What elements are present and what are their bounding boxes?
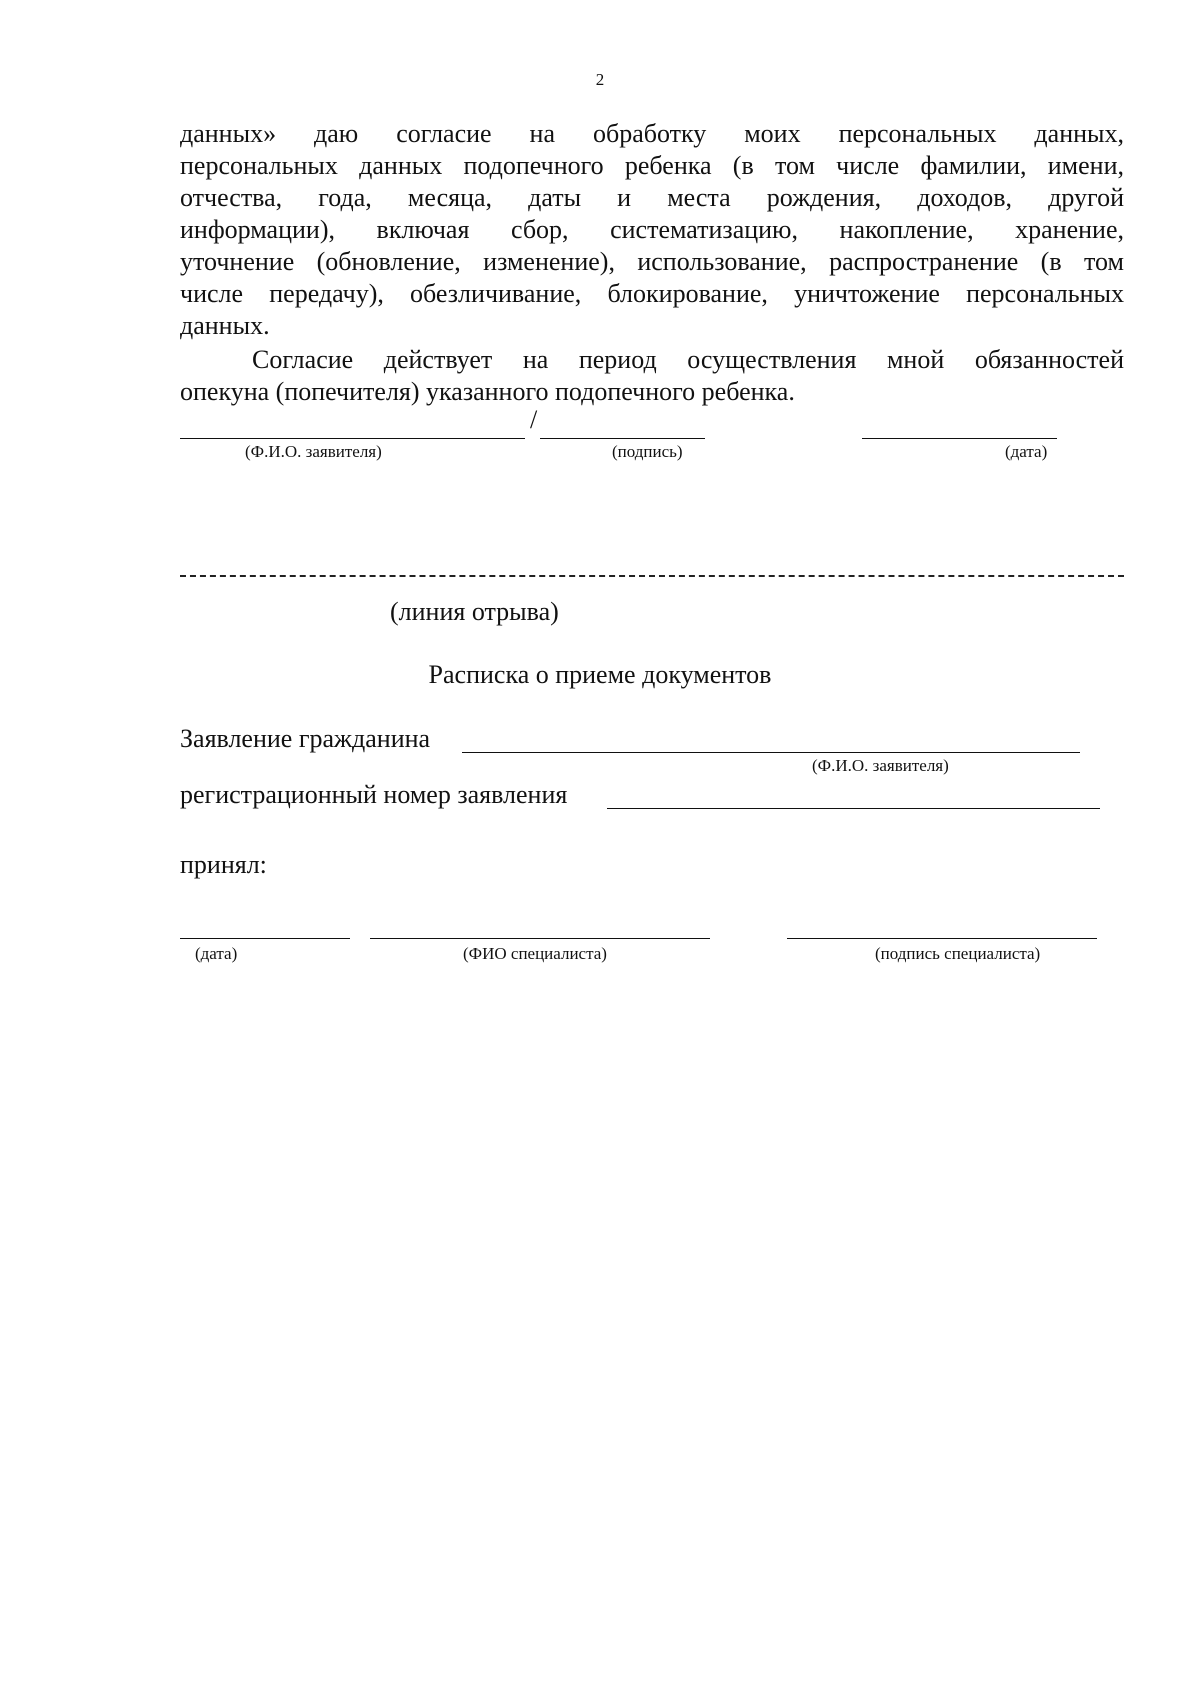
caption-signature: (подпись)	[612, 442, 683, 461]
signature-slash: /	[530, 405, 538, 434]
receipt-title: Расписка о приеме документов	[428, 660, 772, 689]
consent-line: персональных данных подопечного ребенка (в том числе фамилии, имени,	[180, 151, 1124, 180]
caption-applicant-name: (Ф.И.О. заявителя)	[245, 442, 382, 461]
tear-line	[180, 575, 1124, 577]
applicant-signature-line	[540, 438, 705, 439]
consent-date-line	[862, 438, 1057, 439]
caption-specialist-signature: (подпись специалиста)	[875, 944, 1041, 963]
specialist-signature-line[interactable]	[787, 938, 1097, 939]
applicant-name-line	[180, 438, 525, 439]
caption-date: (дата)	[1005, 442, 1048, 461]
reg-number-label: регистрационный номер заявления	[180, 780, 568, 809]
accepted-label: принял:	[180, 850, 267, 879]
consent-line: данных.	[180, 311, 270, 340]
consent-line: уточнение (обновление, изменение), использование, распространение (в том	[180, 247, 1124, 276]
page-number: 2	[595, 70, 605, 89]
consent-line: отчества, года, месяца, даты и места рождения, доходов, другой	[180, 183, 1124, 212]
tear-line-label: (линия отрыва)	[390, 597, 559, 626]
reg-number-field-line[interactable]	[607, 808, 1100, 809]
receipt-date-line[interactable]	[180, 938, 350, 939]
specialist-name-line[interactable]	[370, 938, 710, 939]
consent-line: данных» даю согласие на обработку моих персональных данных,	[180, 119, 1124, 148]
applicant-label: Заявление гражданина	[180, 724, 431, 753]
validity-line-1: Согласие действует на период осуществления мной обязанностей	[252, 345, 1124, 374]
consent-line: числе передачу), обезличивание, блокирование, уничтожение персональных	[180, 279, 1124, 308]
caption-receipt-date: (дата)	[195, 944, 238, 963]
consent-validity-paragraph	[180, 344, 1124, 408]
consent-line: информации), включая сбор, систематизацию, накопление, хранение,	[180, 215, 1124, 244]
validity-line-2: опекуна (попечителя) указанного подопечного ребенка.	[180, 377, 795, 406]
applicant-field-caption: (Ф.И.О. заявителя)	[812, 756, 949, 775]
caption-specialist-name: (ФИО специалиста)	[463, 944, 607, 963]
consent-paragraph	[180, 118, 1124, 342]
applicant-field-line[interactable]	[462, 752, 1080, 753]
